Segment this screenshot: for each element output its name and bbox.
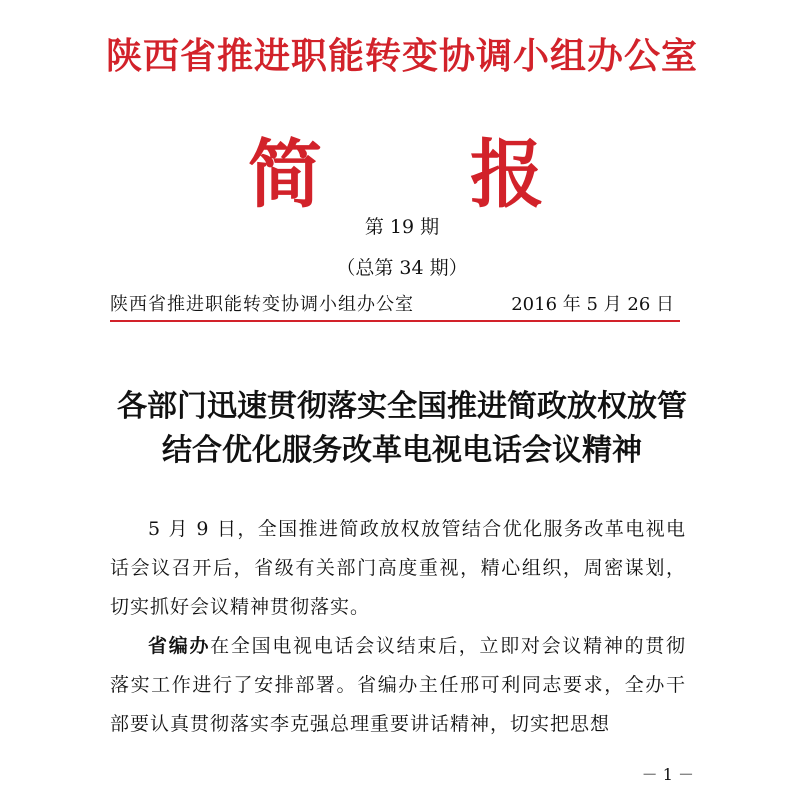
article-title-line-1: 各部门迅速贯彻落实全国推进简政放权放管	[117, 389, 687, 424]
article-title-line-2: 结合优化服务改革电视电话会议精神	[162, 433, 642, 468]
office-title: 陕西省推进职能转变协调小组办公室	[105, 35, 698, 77]
brief-title-char-1: 简	[248, 132, 322, 218]
page-number: － 1 －	[641, 765, 694, 784]
brief-title	[0, 116, 804, 218]
issue-date: 2016 年 5 月 26 日	[511, 294, 674, 315]
paragraph-2-text: 在全国电视电话会议结束后，立即对会议精神的贯彻落实工作进行了安排部署。省编办主任邢可利同志要求，全办干部要认真贯彻落实李克强总理重要讲话精神，切实把思想	[110, 635, 686, 735]
total-issue-number: （总第 34 期）	[336, 257, 468, 279]
issuer-name: 陕西省推进职能转变协调小组办公室	[110, 294, 414, 315]
paragraph-2-lead: 省编办	[148, 635, 211, 657]
red-divider-line	[110, 320, 680, 322]
article-body	[110, 510, 686, 744]
issue-number: 第 19 期	[364, 216, 440, 238]
brief-title-char-2: 报	[470, 132, 544, 218]
article-title	[0, 385, 804, 473]
issuer-line	[110, 290, 680, 318]
paragraph-2	[110, 627, 686, 744]
paragraph-1: 5 月 9 日，全国推进简政放权放管结合优化服务改革电视电话会议召开后，省级有关部门高度重视，精心组织，周密谋划，切实抓好会议精神贯彻落实。	[110, 518, 686, 618]
